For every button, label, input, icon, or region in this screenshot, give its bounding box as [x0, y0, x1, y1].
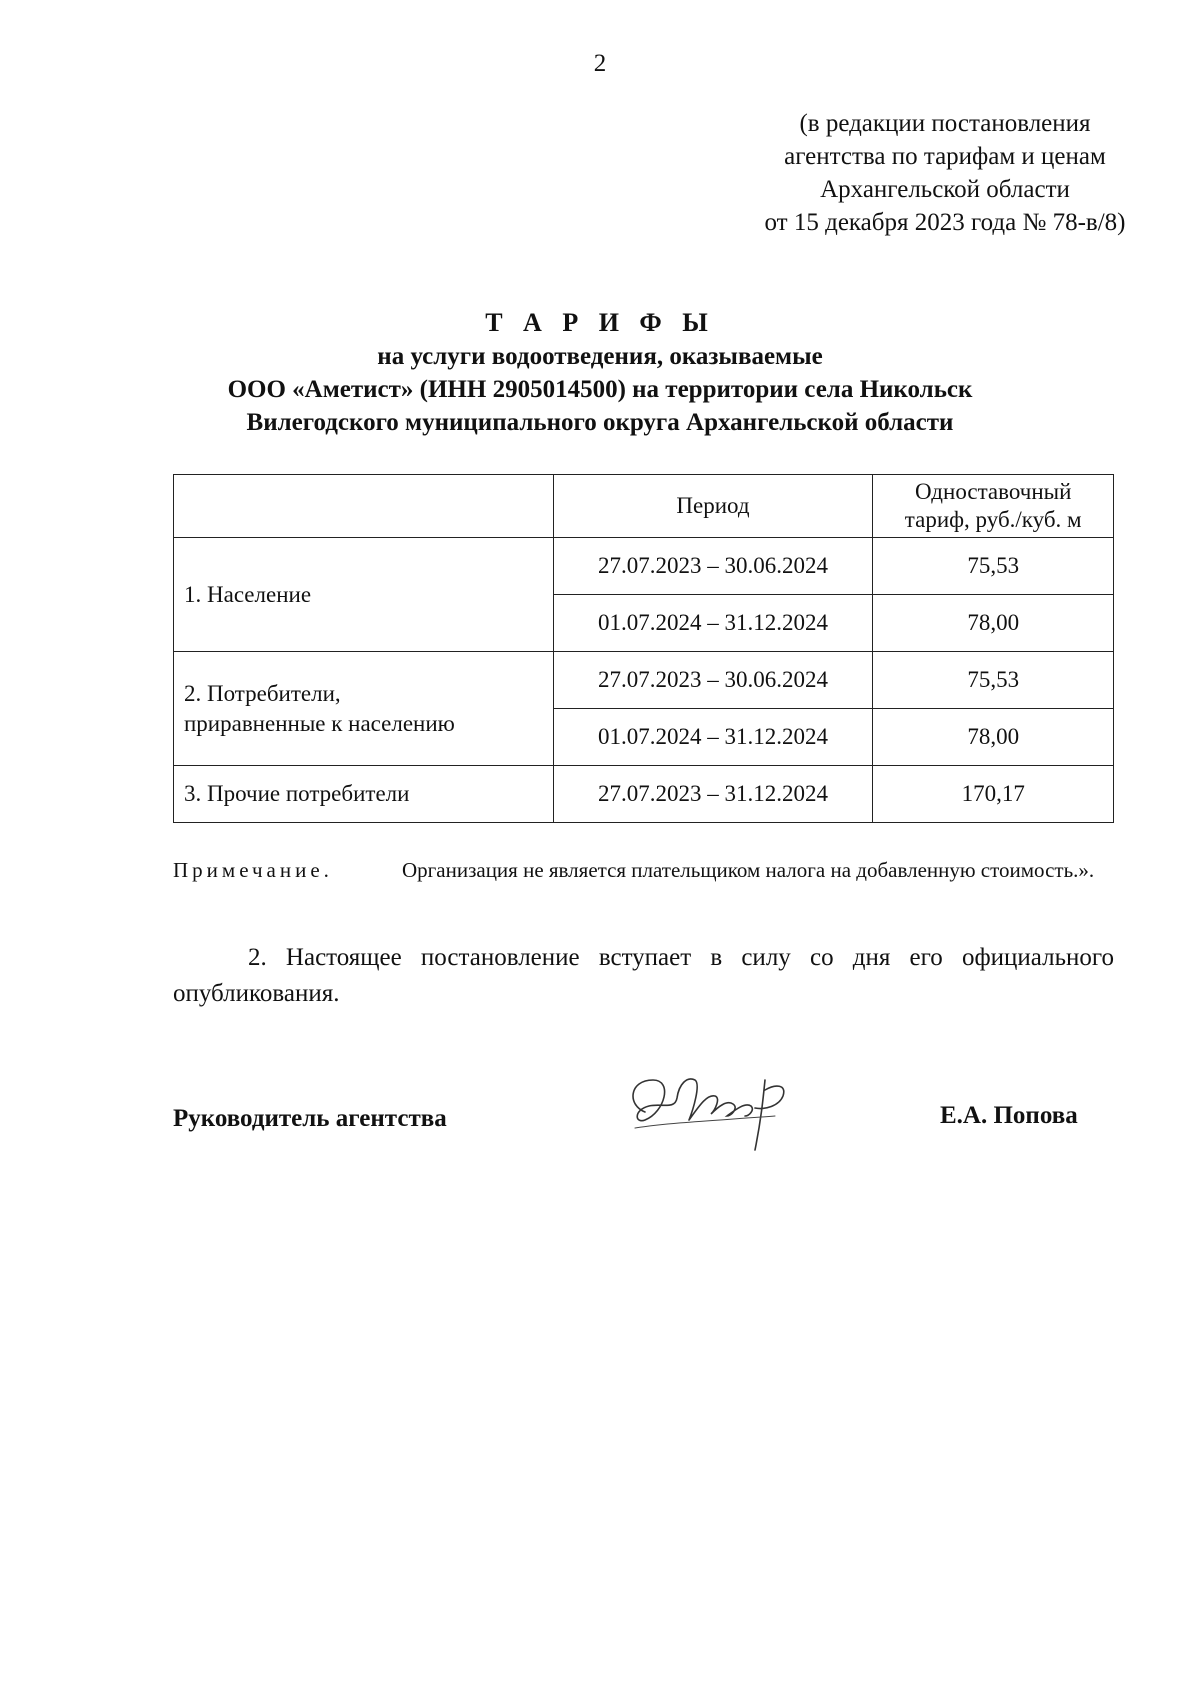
signer-name: Е.А. Попова	[940, 1102, 1078, 1129]
table-header-row	[174, 475, 1114, 538]
tariff-cell: 78,00	[873, 709, 1114, 766]
tariff-cell: 78,00	[873, 595, 1114, 652]
tariff-cell: 75,53	[873, 538, 1114, 595]
document-title	[0, 306, 1200, 439]
period-cell: 27.07.2023 – 30.06.2024	[553, 652, 873, 709]
table-row	[174, 652, 1114, 709]
period-cell: 27.07.2023 – 31.12.2024	[553, 766, 873, 823]
header-tariff-line: Одноставочный	[915, 479, 1072, 504]
period-cell: 01.07.2024 – 31.12.2024	[553, 709, 873, 766]
revision-line: от 15 декабря 2023 года № 78-в/8)	[764, 209, 1126, 236]
title-line: ООО «Аметист» (ИНН 2905014500) на территории села Никольск	[227, 376, 973, 403]
tariff-cell: 170,17	[873, 766, 1114, 823]
title-line: на услуги водоотведения, оказываемые	[377, 343, 823, 370]
category-cell	[174, 652, 554, 766]
category-line: 2. Потребители,	[184, 680, 341, 706]
category-line: приравненные к населению	[184, 710, 455, 736]
period-cell: 01.07.2024 – 31.12.2024	[553, 595, 873, 652]
header-tariff	[873, 475, 1114, 538]
handwritten-signature-icon	[615, 1050, 815, 1160]
category-cell: 1. Население	[174, 538, 554, 652]
category-cell: 3. Прочие потребители	[174, 766, 554, 823]
header-period: Период	[553, 475, 873, 538]
effective-date-paragraph: 2. Настоящее постановление вступает в силу со дня его официального опубликования.	[173, 944, 1114, 1007]
note-label: Примечание.	[173, 858, 333, 882]
signer-title: Руководитель агентства	[173, 1105, 447, 1132]
table-row	[174, 766, 1114, 823]
period-cell: 27.07.2023 – 30.06.2024	[553, 538, 873, 595]
header-category	[174, 475, 554, 538]
tariff-table	[173, 474, 1114, 823]
revision-line: (в редакции постановления	[799, 110, 1091, 137]
revision-line: агентства по тарифам и ценам	[784, 143, 1106, 170]
table-row	[174, 538, 1114, 595]
tariff-cell: 75,53	[873, 652, 1114, 709]
page-number: 2	[593, 50, 607, 77]
title-line: Вилегодского муниципального округа Архангельской области	[246, 409, 954, 436]
title-main: Т А Р И Ф Ы	[485, 308, 715, 337]
revision-line: Архангельской области	[820, 176, 1070, 203]
revision-note	[690, 107, 1200, 239]
note-text: Организация не является плательщиком налога на добавленную стоимость.».	[402, 858, 1095, 882]
header-tariff-line: тариф, руб./куб. м	[904, 507, 1082, 532]
